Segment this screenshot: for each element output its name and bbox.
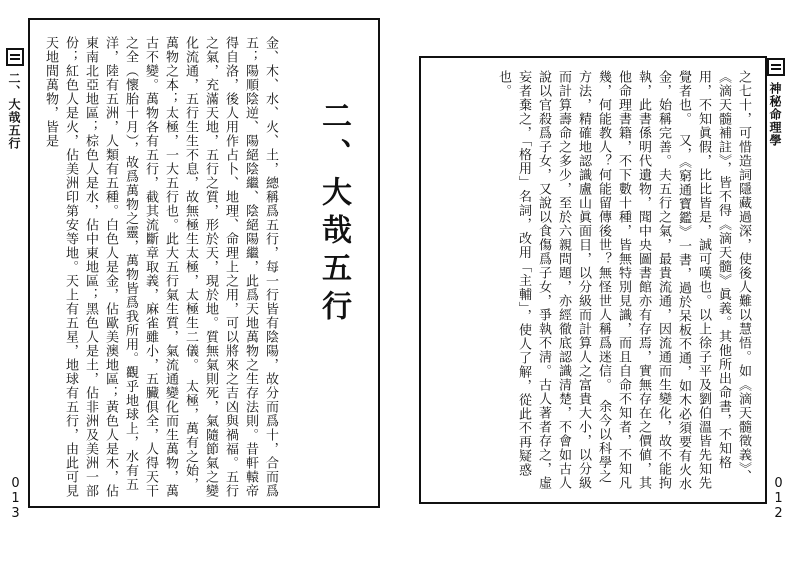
book-logo-icon <box>6 48 24 66</box>
right-sidebar <box>767 58 787 518</box>
book-logo-icon <box>767 58 785 76</box>
left-page <box>6 18 390 548</box>
left-page-number: 013 <box>8 476 23 521</box>
right-text-frame <box>419 56 767 504</box>
right-sidebar-title: 神秘命理學 <box>768 82 782 147</box>
left-sidebar-title: 二、大哉五行 <box>7 72 21 150</box>
left-sidebar <box>6 48 26 508</box>
right-page-number: 012 <box>771 476 786 521</box>
chapter-title: 二、大哉五行 <box>316 100 351 328</box>
left-text-frame <box>28 18 380 508</box>
right-page <box>403 18 787 548</box>
right-body-text: 之七十，可惜造詞隱藏過深，使後人難以慧悟。如《滴天髓徵義》、《滴天髓補註》，皆不得《滴天髓》眞義。其他所出命書，不知格用，不知眞假，比比皆是，誠可嘆也。以上徐子平及劉伯溫皆先知先覺者也。 又，《窮通寶鑑》一書，過於呆板不通，如木必須要有火水金，始稱完善。夫五行之氣，最貴流通，因流通而生變化，故不能拘執，此書係明代遺物，聞中央圖書館亦有存焉，實無存在之價値，其他命理書籍，不下數十種，皆無特別見識，而且自命不知者，不知凡幾，何能教人？何能留傳後世？無怪世人稱爲迷信。 余今以科學之方法，精確地認識盧山眞面目，以分級而計算人之富貴大小，以分級而計算壽命之多少，至於六親問題，亦經徹底認識清楚，不會如古人說以官殺爲子女，又說以食傷爲子女，爭執不淸。古人著者存之，虛妄者棄之，「格用」名詞，改用「主輔」，使人了解，從此不再疑惑也。 <box>496 70 751 491</box>
left-body-text: 金、木、水、火、土，總稱爲五行，每一行皆有陰陽，故分而爲十，合而爲五；陽順陰逆、陽絕陰繼、陰絕陽繼，此爲天地萬物之生存法則。昔軒轅帝得自洛，後人用作占卜、地理、命理上之用，可以將來之吉凶與禍福。五行之氣，充滿天地，五行之質，形於天，現於地。質無氣則死，氣隨節氣之變化流通，五行生生不息，故無極生太極，太極生二儀。 太極，萬有之始，萬物之本；太極，一大五行也。此大五行氣生質，氣流通變化而生萬物，萬古不變。萬物各有五行，截其流斷章取義，麻雀雖小，五臟俱全，人得天干之全（懷胎十月），故爲萬物之靈，萬物皆爲我所用。觀乎地球上，水有五洋，陸有五洲，人類有五種。白色人是金，佔歐美澳地區；黃色人是木，佔東南北亞地區；棕色人是水，佔中東地區；黑色人是土，佔非洲及美洲一部份；紅色人是火，佔美洲印第安等地。天上有五星，地球有五行，由此可見天地間萬物，皆是 <box>43 36 278 498</box>
